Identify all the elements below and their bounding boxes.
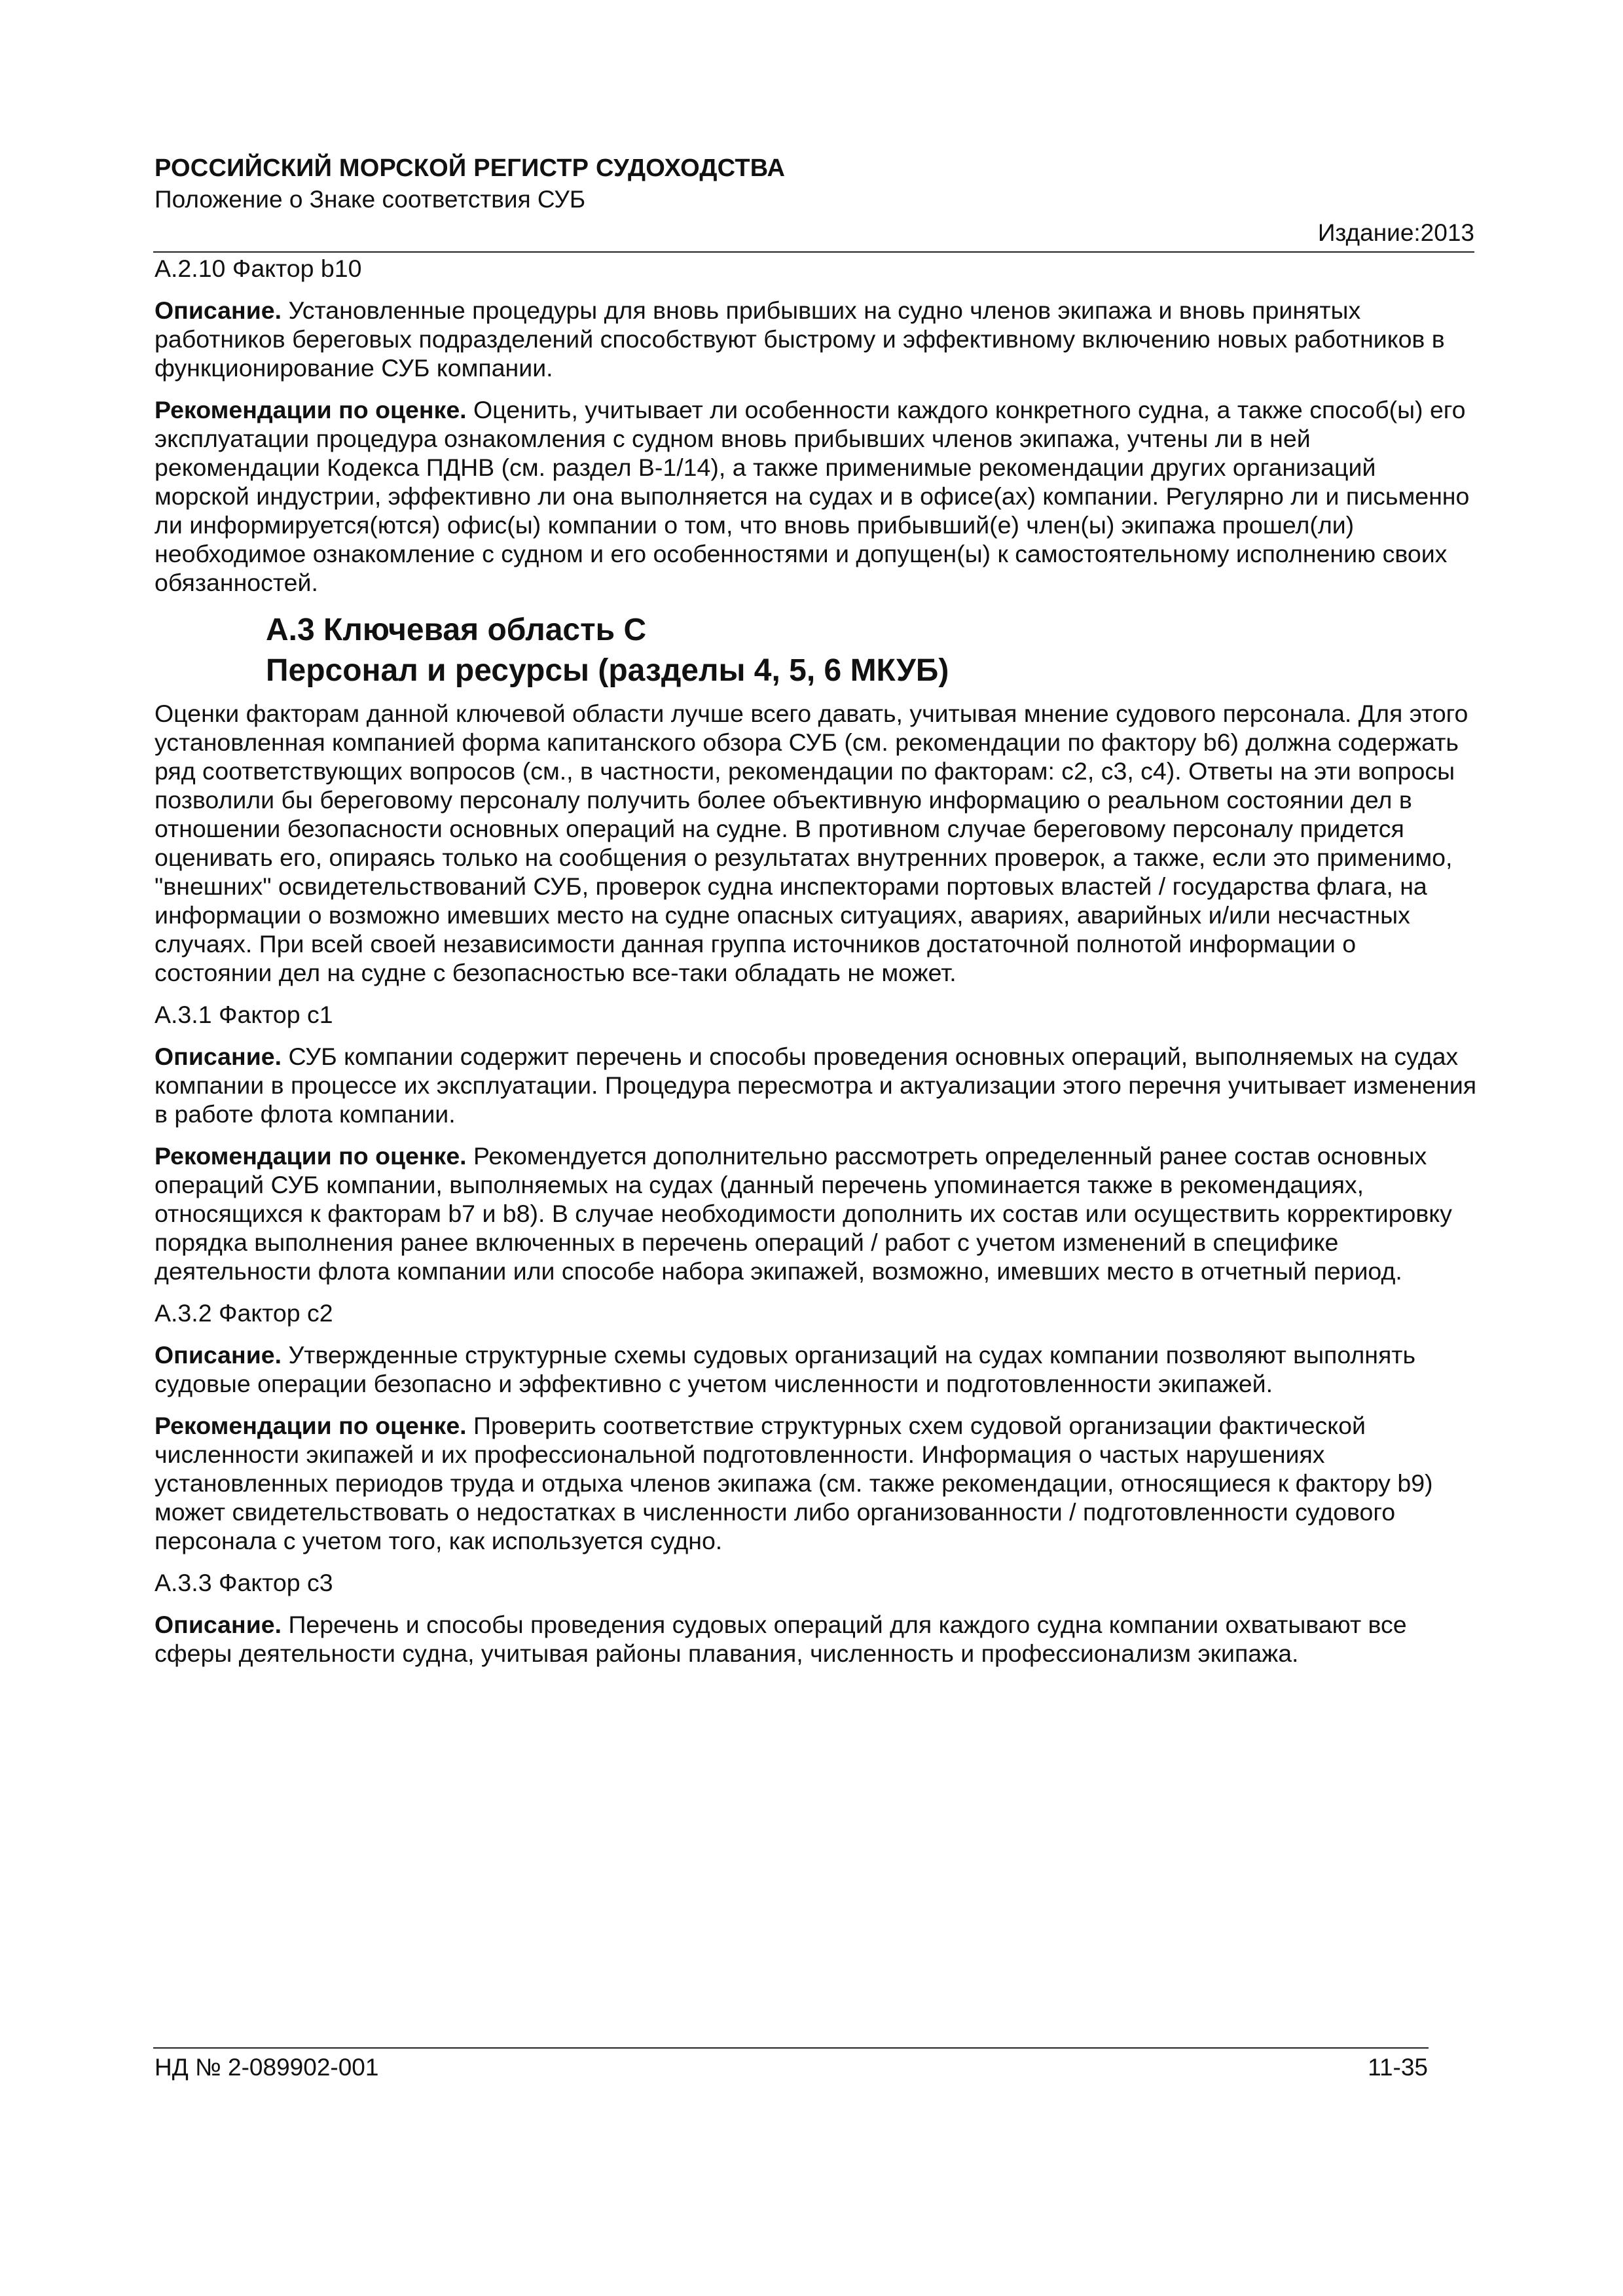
recommendations-label: Рекомендации по оценке.	[155, 1412, 467, 1439]
factor-c1-description	[155, 1042, 1477, 1128]
factor-c3-description	[155, 1610, 1477, 1668]
description-text: СУБ компании содержит перечень и способы проведения основных операций, выполняемых на судах компании в процессе их эксплуатации. Процедура пересмотра и актуализации этого перечня учитывает изменения в работе флота компании.	[155, 1043, 1477, 1128]
recommendations-label: Рекомендации по оценке.	[155, 396, 467, 423]
factor-b10-recommendations	[155, 395, 1477, 597]
header-divider	[153, 251, 1474, 253]
section-title-line1: А.3 Ключевая область С	[266, 613, 647, 647]
description-text: Установленные процедуры для вновь прибывших на судно членов экипажа и вновь принятых работников береговых подразделений способствуют быстрому и эффективному включению новых работников в функционирование СУБ компании.	[155, 296, 1445, 382]
factor-c2-description	[155, 1340, 1477, 1398]
factor-c1-heading: А.3.1 Фактор с1	[155, 1001, 333, 1028]
description-text: Утвержденные структурные схемы судовых организаций на судах компании позволяют выполнять судовые операции безопасно и эффективно с учетом численности и подготовленности экипажей.	[155, 1341, 1415, 1397]
recommendations-text: Проверить соответствие структурных схем судовой организации фактической численности экипажей и их профессиональной подготовленности. Информация о частых нарушениях установленных периодов труда и отдыха членов экипажа (см. также рекомендации, относящиеся к фактору b9) может свидетельствовать о недостатках в численности либо организованности / подготовленности судового персонала с учетом того, как используется судно.	[155, 1412, 1433, 1554]
recommendations-label: Рекомендации по оценке.	[155, 1142, 467, 1170]
factor-b10-heading: А.2.10 Фактор b10	[155, 255, 362, 282]
section-intro: Оценки факторам данной ключевой области лучше всего давать, учитывая мнение судового персонала. Для этого установленная компанией форма капитанского обзора СУБ (см. рекомендации по фактору b6) должна содержать ряд соответствующих вопросов (см., в частности, рекомендации по факторам: с2, с3, с4). Ответы на эти вопросы позволили бы береговому персоналу получить более объективную информацию о реальном состоянии дел в отношении безопасности основных операций на судне. В противном случае береговому персоналу придется оценивать его, опираясь только на сообщения о результатах внутренних проверок, а также, если это применимо, "внешних" освидетельствований СУБ, проверок судна инспекторами портовых властей / государства флага, на информации о возможно имевших место на судне опасных ситуациях, авариях, аварийных и/или несчастных случаях. При всей своей независимости данная группа источников достаточной полнотой информации о состоянии дел на судне с безопасностью все-таки обладать не может.	[155, 700, 1468, 986]
footer-page-number: 11-35	[1368, 2054, 1428, 2081]
header-organization: РОССИЙСКИЙ МОРСКОЙ РЕГИСТР СУДОХОДСТВА	[155, 154, 786, 182]
footer-document-number: НД № 2-089902-001	[155, 2054, 379, 2081]
section-title-line2: Персонал и ресурсы (разделы 4, 5, 6 МКУБ)	[266, 653, 949, 688]
factor-b10-description	[155, 296, 1477, 382]
header-document-title: Положение о Знаке соответствия СУБ	[155, 186, 586, 213]
description-label: Описание.	[155, 1611, 282, 1638]
header-edition: Издание:2013	[1317, 219, 1474, 246]
section-heading	[266, 610, 1477, 691]
page-body	[155, 254, 1477, 1681]
description-label: Описание.	[155, 296, 282, 324]
footer-divider	[153, 2047, 1429, 2049]
factor-c2-recommendations	[155, 1411, 1477, 1555]
description-label: Описание.	[155, 1043, 282, 1070]
description-text: Перечень и способы проведения судовых операций для каждого судна компании охватывают все сферы деятельности судна, учитывая районы плавания, численность и профессионализм экипажа.	[155, 1611, 1407, 1667]
factor-c2-heading: А.3.2 Фактор с2	[155, 1299, 333, 1327]
factor-c3-heading: А.3.3 Фактор с3	[155, 1569, 333, 1596]
recommendations-text: Оценить, учитывает ли особенности каждого конкретного судна, а также способ(ы) его эксплуатации процедура ознакомления с судном вновь прибывших членов экипажа, учтены ли в ней рекомендации Кодекса ПДНВ (см. раздел В-1/14), а также применимые рекомендации других организаций морской индустрии, эффективно ли она выполняется на судах и в офисе(ах) компании. Регулярно ли и письменно ли информируется(ются) офис(ы) компании о том, что вновь прибывший(е) член(ы) экипажа прошел(ли) необходимое ознакомление с судном и его особенностями и допущен(ы) к самостоятельному исполнению своих обязанностей.	[155, 396, 1470, 596]
description-label: Описание.	[155, 1341, 282, 1369]
recommendations-text: Рекомендуется дополнительно рассмотреть определенный ранее состав основных операций СУБ компании, выполняемых на судах (данный перечень упоминается также в рекомендациях, относящихся к факторам b7 и b8). В случае необходимости дополнить их состав или осуществить корректировку порядка выполнения ранее включенных в перечень операций / работ с учетом изменений в специфике деятельности флота компании или способе набора экипажей, возможно, имевших место в отчетный период.	[155, 1142, 1452, 1285]
factor-c1-recommendations	[155, 1141, 1477, 1285]
